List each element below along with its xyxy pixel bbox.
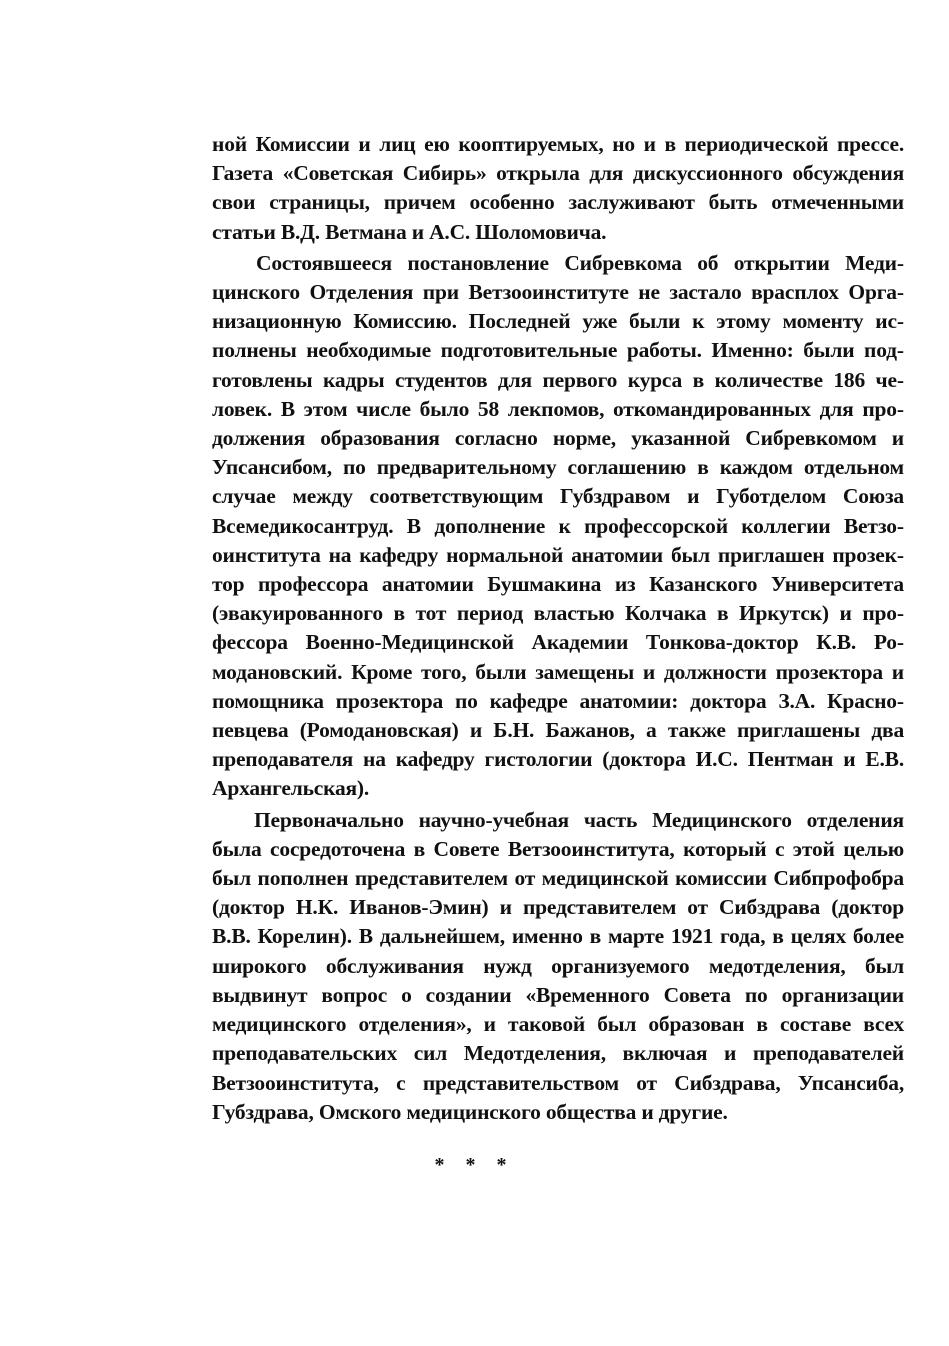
document-body <box>212 130 904 1127</box>
paragraph-council: Первоначально научно-учебная часть Медицинского отделения была сосредоточена в Совете Ветзооинститута, который с этой целью был пополнен представителем от медицинской комиссии Сибпрофобра (доктор Н.К. Иванов-Эмин) и представителем от Сибздрава (доктор В.В. Корелин). В дальнейшем, именно в марте 1921 года, в целях более широкого обслуживания нужд организуемого медотделения, был выдвинут вопрос о создании «Временного Совета по организации медицинского отделения», и таковой был образован в составе всех преподавательских сил Медотделения, включая и преподавателей Ветзооинститута, с представительством от Сибздрава, Упсансиба, Губздрава, Омского медицинского общества и другие. <box>212 807 904 1124</box>
section-separator: * * * <box>434 1154 515 1176</box>
paragraph-continuation: ной Комиссии и лиц ею кооптируемых, но и в периодической прессе. Газета «Советская Сибирь» открыла для дискуссионного обсуждения свои страницы, причем особенно заслуживают быть отмеченными статьи В.Д. Ветмана и А.С. Шоломовича. <box>212 132 904 244</box>
paragraph-sibrevkom-decree: Состоявшееся постановление Сибревкома об открытии Медицинского Отделения при Ветзооинституте не застало врасплох Организационную Комиссию. Последней уже были к этому моменту исполнены необходимые подготовительные работы. Именно: были подготовлены кадры студентов для первого курса в количестве 186 человек. В этом числе было 58 лекпомов, откомандированных для продолжения образования согласно норме, указанной Сибревкомом и Упсансибом, по предварительному соглашению в каждом отдельном случае между соответствующим Губздравом и Губотделом Союза Всемедикосантруд. В дополнение к профессорской коллегии Ветзооинститута на кафедру нормальной анатомии был приглашен прозектор профессора анатомии Бушмакина из Казанского Университета (эвакуированного в тот период властью Колчака в Иркутск) и профессора Военно-Медицинской Академии Тонкова-доктор К.В. Ромодановский. Кроме того, были замещены и должности прозектора и помощника прозектора по кафедре анатомии: доктора З.А. Краснопевцева (Ромодановская) и Б.Н. Бажанов, а также приглашены два преподавателя на кафедру гистологии (доктора И.С. Пентман и Е.В. Архангельская). <box>212 250 904 801</box>
